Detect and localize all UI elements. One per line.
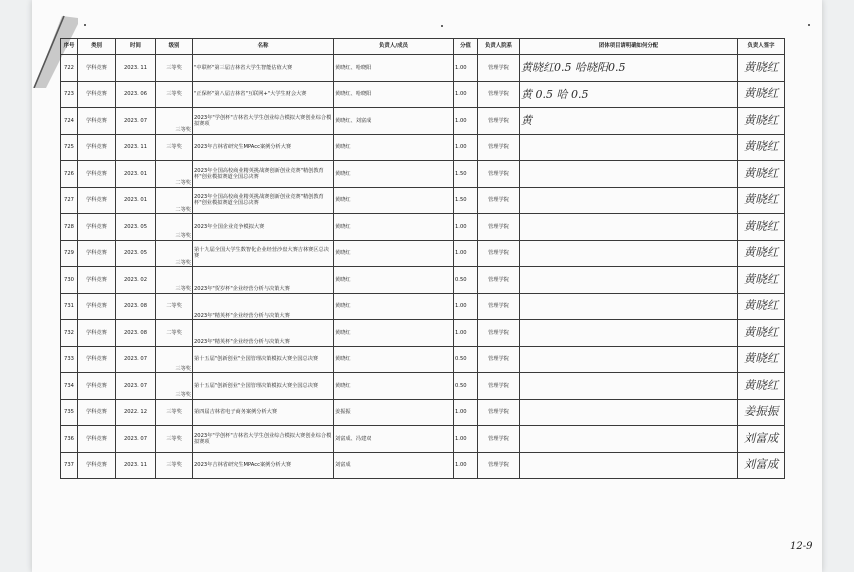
cell-allocation-handwritten: 黄晓红0.5 哈晓阳0.5	[520, 55, 738, 82]
cell-level: 三等奖	[156, 134, 193, 161]
cell-allocation-handwritten	[520, 187, 738, 214]
cell-department: 管理学院	[478, 399, 520, 426]
cell-score: 1.50	[454, 161, 478, 188]
cell-signature-handwritten: 黄晓红	[738, 373, 785, 400]
header-allocation: 团体项目请明确如何分配	[520, 39, 738, 55]
cell-time: 2023. 02	[116, 267, 156, 294]
table-row	[61, 187, 785, 214]
cell-time: 2023. 05	[116, 240, 156, 267]
cell-allocation-handwritten	[520, 267, 738, 294]
cell-time: 2023. 11	[116, 55, 156, 82]
cell-time: 2023. 11	[116, 452, 156, 479]
cell-members: 黄晓红	[334, 267, 454, 294]
cell-index: 727	[61, 187, 78, 214]
cell-index: 729	[61, 240, 78, 267]
cell-category: 学科竞赛	[78, 426, 116, 453]
cell-members: 黄晓红	[334, 161, 454, 188]
table-row	[61, 81, 785, 108]
cell-category: 学科竞赛	[78, 399, 116, 426]
cell-category: 学科竞赛	[78, 346, 116, 373]
cell-allocation-handwritten	[520, 161, 738, 188]
cell-score: 0.50	[454, 267, 478, 294]
cell-time: 2023. 01	[116, 161, 156, 188]
cell-score: 1.00	[454, 240, 478, 267]
cell-index: 737	[61, 452, 78, 479]
cell-department: 管理学院	[478, 187, 520, 214]
cell-score: 1.00	[454, 134, 478, 161]
cell-name: 2023年吉林省研究生MPAcc案例分析大赛	[193, 452, 334, 479]
cell-members: 黄晓红	[334, 134, 454, 161]
cell-category: 学科竞赛	[78, 320, 116, 347]
cell-score: 1.50	[454, 187, 478, 214]
cell-signature-handwritten: 黄晓红	[738, 81, 785, 108]
cell-allocation-handwritten	[520, 240, 738, 267]
cell-name: 2023年"学创杯"吉林省大学生创业综合模拟大赛创业综合模拟赛项	[193, 426, 334, 453]
cell-allocation-handwritten: 黄 0.5 哈 0.5	[520, 81, 738, 108]
cell-score: 1.00	[454, 214, 478, 241]
cell-name: 第十五届"创新创业"全国管理决策模拟大赛全国总决赛	[193, 346, 334, 373]
cell-name: 2023年"精英杯"企业经营分析与决策大赛	[193, 293, 334, 320]
cell-allocation-handwritten	[520, 452, 738, 479]
header-members: 负责人/成员	[334, 39, 454, 55]
cell-signature-handwritten: 黄晓红	[738, 214, 785, 241]
table-body	[61, 55, 785, 479]
cell-allocation-handwritten	[520, 426, 738, 453]
cell-signature-handwritten: 黄晓红	[738, 187, 785, 214]
cell-members: 黄晓红、哈晓阳	[334, 55, 454, 82]
header-score: 分值	[454, 39, 478, 55]
cell-department: 管理学院	[478, 267, 520, 294]
cell-score: 1.00	[454, 320, 478, 347]
cell-signature-handwritten: 黄晓红	[738, 108, 785, 135]
cell-department: 管理学院	[478, 320, 520, 347]
table-row	[61, 426, 785, 453]
header-signature: 负责人签字	[738, 39, 785, 55]
cell-name: 2023年"学创杯"吉林省大学生创业综合模拟大赛创业综合模拟赛项	[193, 108, 334, 135]
cell-allocation-handwritten	[520, 134, 738, 161]
cell-category: 学科竞赛	[78, 267, 116, 294]
cell-name: 2023年"精英杯"企业经营分析与决策大赛	[193, 320, 334, 347]
table-row	[61, 55, 785, 82]
cell-department: 管理学院	[478, 134, 520, 161]
cell-level: 三等奖	[156, 81, 193, 108]
cell-index: 731	[61, 293, 78, 320]
cell-score: 0.50	[454, 373, 478, 400]
table-row	[61, 320, 785, 347]
cell-signature-handwritten: 刘富成	[738, 452, 785, 479]
cell-signature-handwritten: 黄晓红	[738, 55, 785, 82]
cell-index: 726	[61, 161, 78, 188]
cell-index: 735	[61, 399, 78, 426]
cell-allocation-handwritten: 黄	[520, 108, 738, 135]
cell-name: "中联杯"第三届吉林省大学生智能估值大赛	[193, 55, 334, 82]
cell-level: 二等奖	[156, 293, 193, 320]
cell-category: 学科竞赛	[78, 240, 116, 267]
cell-category: 学科竞赛	[78, 452, 116, 479]
speck	[441, 25, 443, 27]
table-row	[61, 373, 785, 400]
cell-signature-handwritten: 刘富成	[738, 426, 785, 453]
speck	[808, 24, 810, 26]
cell-category: 学科竞赛	[78, 187, 116, 214]
cell-allocation-handwritten	[520, 214, 738, 241]
cell-time: 2023. 07	[116, 108, 156, 135]
cell-level: 三等奖	[156, 108, 193, 135]
cell-members: 黄晓红	[334, 373, 454, 400]
cell-score: 1.00	[454, 293, 478, 320]
cell-time: 2023. 08	[116, 293, 156, 320]
cell-department: 管理学院	[478, 426, 520, 453]
cell-members: 黄晓红	[334, 240, 454, 267]
cell-index: 736	[61, 426, 78, 453]
cell-level: 二等奖	[156, 161, 193, 188]
cell-department: 管理学院	[478, 373, 520, 400]
cell-level: 二等奖	[156, 187, 193, 214]
cell-category: 学科竞赛	[78, 161, 116, 188]
cell-index: 732	[61, 320, 78, 347]
cell-allocation-handwritten	[520, 293, 738, 320]
cell-department: 管理学院	[478, 293, 520, 320]
cell-score: 0.50	[454, 346, 478, 373]
cell-signature-handwritten: 黄晓红	[738, 134, 785, 161]
cell-members: 黄晓红	[334, 293, 454, 320]
cell-department: 管理学院	[478, 81, 520, 108]
cell-score: 1.00	[454, 426, 478, 453]
cell-category: 学科竞赛	[78, 55, 116, 82]
cell-level: 三等奖	[156, 267, 193, 294]
speck	[84, 24, 86, 26]
cell-signature-handwritten: 黄晓红	[738, 267, 785, 294]
cell-category: 学科竞赛	[78, 108, 116, 135]
cell-signature-handwritten: 姜振振	[738, 399, 785, 426]
cell-index: 730	[61, 267, 78, 294]
cell-department: 管理学院	[478, 346, 520, 373]
table-row	[61, 452, 785, 479]
cell-time: 2023. 08	[116, 320, 156, 347]
cell-level: 二等奖	[156, 320, 193, 347]
cell-signature-handwritten: 黄晓红	[738, 320, 785, 347]
cell-level: 三等奖	[156, 452, 193, 479]
cell-name: 第十五届"创新创业"全国管理决策模拟大赛全国总决赛	[193, 373, 334, 400]
cell-signature-handwritten: 黄晓红	[738, 346, 785, 373]
cell-department: 管理学院	[478, 240, 520, 267]
cell-index: 734	[61, 373, 78, 400]
cell-index: 724	[61, 108, 78, 135]
cell-level: 三等奖	[156, 240, 193, 267]
cell-index: 722	[61, 55, 78, 82]
cell-time: 2022. 12	[116, 399, 156, 426]
cell-category: 学科竞赛	[78, 293, 116, 320]
cell-members: 姜振振	[334, 399, 454, 426]
cell-members: 黄晓红、哈晓阳	[334, 81, 454, 108]
cell-level: 三等奖	[156, 399, 193, 426]
cell-time: 2023. 07	[116, 346, 156, 373]
cell-score: 1.00	[454, 452, 478, 479]
table-row	[61, 134, 785, 161]
cell-level: 三等奖	[156, 214, 193, 241]
cell-index: 723	[61, 81, 78, 108]
cell-category: 学科竞赛	[78, 214, 116, 241]
cell-name: "正保杯"第八届吉林省"互联网+"大学生财会大赛	[193, 81, 334, 108]
cell-time: 2023. 07	[116, 373, 156, 400]
cell-score: 1.00	[454, 399, 478, 426]
cell-allocation-handwritten	[520, 399, 738, 426]
page-number: 12-9	[790, 541, 813, 552]
header-name: 名称	[193, 39, 334, 55]
table-row	[61, 161, 785, 188]
cell-department: 管理学院	[478, 108, 520, 135]
cell-members: 刘富成、冯建双	[334, 426, 454, 453]
cell-members: 黄晓红	[334, 214, 454, 241]
table-header-row	[61, 39, 785, 55]
award-table	[60, 38, 785, 479]
cell-name: 2023年全国高校商业精英挑战赛创新创业竞赛"精创教育杯"创业模拟赛道全国总决赛	[193, 161, 334, 188]
cell-name: 2023年全国企业竞争模拟大赛	[193, 214, 334, 241]
cell-department: 管理学院	[478, 55, 520, 82]
cell-category: 学科竞赛	[78, 134, 116, 161]
cell-time: 2023. 05	[116, 214, 156, 241]
table-row	[61, 214, 785, 241]
cell-name: 2023年"贺岁杯"企业经营分析与决策大赛	[193, 267, 334, 294]
cell-members: 黄晓红	[334, 187, 454, 214]
cell-level: 三等奖	[156, 346, 193, 373]
cell-department: 管理学院	[478, 452, 520, 479]
cell-score: 1.00	[454, 108, 478, 135]
table-row	[61, 108, 785, 135]
cell-members: 黄晓红、刘富成	[334, 108, 454, 135]
cell-level: 三等奖	[156, 426, 193, 453]
table-row	[61, 293, 785, 320]
cell-score: 1.00	[454, 55, 478, 82]
cell-index: 733	[61, 346, 78, 373]
cell-allocation-handwritten	[520, 320, 738, 347]
cell-category: 学科竞赛	[78, 81, 116, 108]
cell-level: 三等奖	[156, 373, 193, 400]
table-row	[61, 240, 785, 267]
header-department: 负责人院系	[478, 39, 520, 55]
cell-members: 黄晓红	[334, 346, 454, 373]
cell-category: 学科竞赛	[78, 373, 116, 400]
cell-index: 725	[61, 134, 78, 161]
cell-department: 管理学院	[478, 161, 520, 188]
cell-signature-handwritten: 黄晓红	[738, 240, 785, 267]
header-index: 序号	[61, 39, 78, 55]
cell-signature-handwritten: 黄晓红	[738, 161, 785, 188]
cell-signature-handwritten: 黄晓红	[738, 293, 785, 320]
cell-name: 2023年全国高校商业精英挑战赛创新创业竞赛"精创教育杯"创业模拟赛道全国总决赛	[193, 187, 334, 214]
cell-score: 1.00	[454, 81, 478, 108]
cell-name: 2023年吉林省研究生MPAcc案例分析大赛	[193, 134, 334, 161]
cell-level: 三等奖	[156, 55, 193, 82]
table-row	[61, 346, 785, 373]
header-category: 类别	[78, 39, 116, 55]
cell-allocation-handwritten	[520, 346, 738, 373]
header-level: 级别	[156, 39, 193, 55]
cell-department: 管理学院	[478, 214, 520, 241]
cell-time: 2023. 07	[116, 426, 156, 453]
header-time: 时间	[116, 39, 156, 55]
cell-index: 728	[61, 214, 78, 241]
cell-time: 2023. 01	[116, 187, 156, 214]
cell-time: 2023. 06	[116, 81, 156, 108]
cell-allocation-handwritten	[520, 373, 738, 400]
table-row	[61, 267, 785, 294]
cell-time: 2023. 11	[116, 134, 156, 161]
cell-name: 第十九届全国大学生数智化企业经营沙盘大赛吉林赛区总决赛	[193, 240, 334, 267]
cell-members: 黄晓红	[334, 320, 454, 347]
cell-name: 第四届吉林省电子商务案例分析大赛	[193, 399, 334, 426]
table-row	[61, 399, 785, 426]
cell-members: 刘富成	[334, 452, 454, 479]
